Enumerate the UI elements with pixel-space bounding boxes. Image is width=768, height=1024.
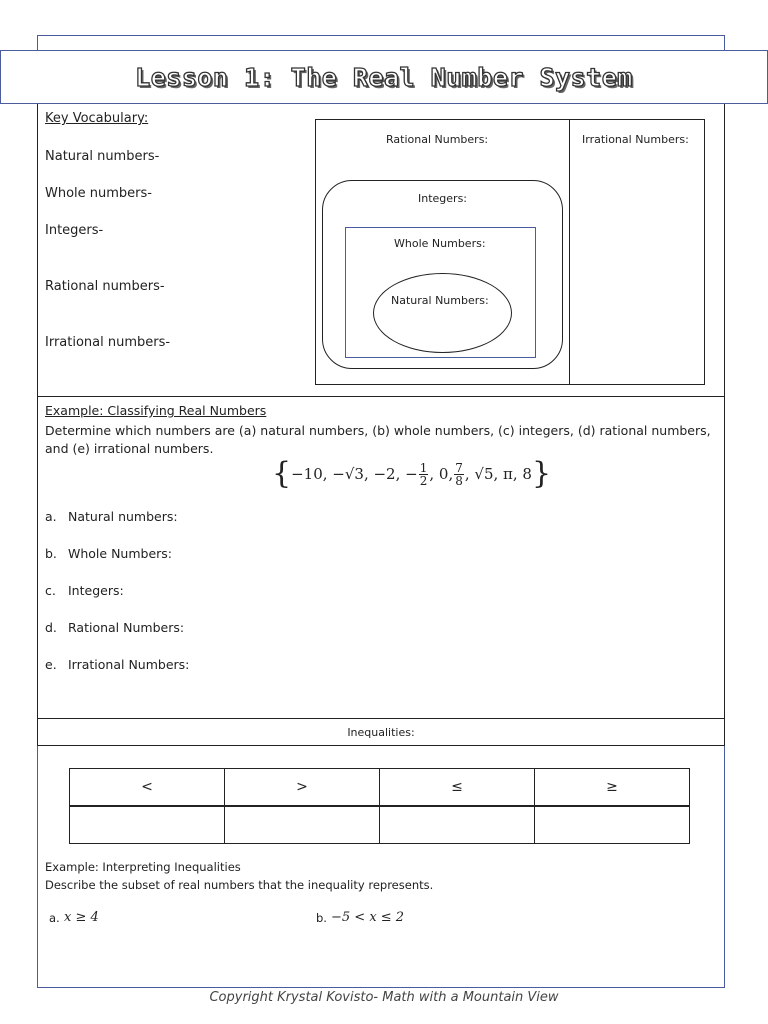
number-system-diagram (315, 119, 705, 385)
part-e-letter: e. (45, 657, 57, 672)
integers-label: Integers: (418, 192, 468, 205)
part-a-letter: a. (45, 509, 57, 524)
symbol-less-than: < (70, 769, 225, 807)
vocab-irrational: Irrational numbers- (45, 335, 171, 350)
part-c-letter: c. (45, 583, 56, 598)
example2-a-expression: x ≥ 4 (64, 910, 99, 925)
set-part-2: , 0, (429, 465, 454, 483)
example1-heading: Example: Classifying Real Numbers (45, 403, 267, 418)
example1-prompt-line2: and (e) irrational numbers. (45, 441, 214, 456)
symbol-greater-equal: ≥ (535, 769, 690, 807)
fraction-2-denominator: 8 (455, 473, 463, 488)
fraction-1-numerator: 1 (419, 460, 428, 475)
symbol-greater-than: > (225, 769, 380, 807)
copyright-footer: Copyright Krystal Kovisto- Math with a Mountain View (209, 990, 559, 1005)
answer-cell-3[interactable] (380, 806, 535, 844)
irrational-label: Irrational Numbers: (582, 133, 689, 146)
whole-numbers-label: Whole Numbers: (394, 237, 486, 250)
number-set (272, 456, 552, 491)
inequality-symbol-row (70, 769, 690, 807)
inequality-table (69, 768, 690, 844)
answer-cell-4[interactable] (535, 806, 690, 844)
natural-numbers-region (373, 273, 512, 353)
example2-b-letter: b. (316, 911, 327, 925)
vocab-integers: Integers- (45, 223, 104, 238)
example2-heading: Example: Interpreting Inequalities (45, 860, 241, 874)
fraction-seven-eighths (454, 462, 464, 487)
vocab-whole: Whole numbers- (45, 186, 152, 201)
part-e-label: Irrational Numbers: (68, 657, 190, 672)
fraction-one-half (419, 462, 429, 487)
example2-a-letter: a. (49, 911, 60, 925)
vocabulary-heading: Key Vocabulary: (45, 111, 149, 126)
example2-b-expression: −5 < x ≤ 2 (331, 910, 405, 925)
rational-label: Rational Numbers: (386, 133, 489, 146)
natural-numbers-label: Natural Numbers: (391, 294, 489, 307)
part-b-label: Whole Numbers: (68, 546, 173, 561)
fraction-2-numerator: 7 (455, 460, 463, 475)
right-brace: } (531, 456, 552, 491)
part-d-letter: d. (45, 620, 57, 635)
example2-prompt: Describe the subset of real numbers that the inequality represents. (45, 878, 434, 892)
part-b-letter: b. (45, 546, 57, 561)
answer-cell-2[interactable] (225, 806, 380, 844)
example1-prompt-line1: Determine which numbers are (a) natural numbers, (b) whole numbers, (c) integers, (d) rational numbers, (45, 423, 711, 438)
set-part-1: −10, −√3, −2, − (291, 465, 418, 483)
inequality-answer-row (70, 806, 690, 844)
title-banner (0, 50, 768, 104)
vocab-rational: Rational numbers- (45, 279, 165, 294)
part-a-label: Natural numbers: (68, 509, 178, 524)
part-d-label: Rational Numbers: (68, 620, 185, 635)
inequalities-header (37, 718, 725, 746)
symbol-less-equal: ≤ (380, 769, 535, 807)
inequalities-heading: Inequalities: (347, 725, 415, 739)
diagram-divider (569, 120, 570, 384)
part-c-label: Integers: (68, 583, 124, 598)
set-part-3: , √5, π, 8 (464, 465, 532, 483)
page-title: Lesson 1: The Real Number System (135, 62, 633, 92)
fraction-1-denominator: 2 (419, 473, 428, 488)
left-brace: { (272, 456, 292, 491)
vocab-natural: Natural numbers- (45, 149, 160, 164)
answer-cell-1[interactable] (70, 806, 225, 844)
